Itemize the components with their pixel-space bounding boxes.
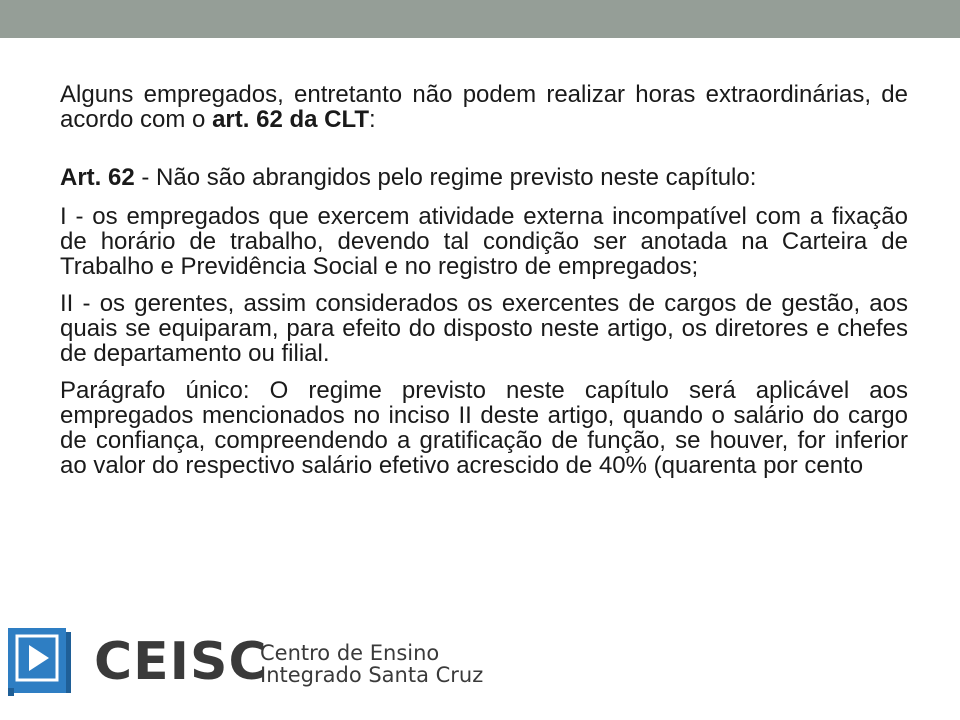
- article-sole-paragraph: Parágrafo único: O regime previsto neste capítulo será aplicável aos empregados mencionados no inciso II deste artigo, quando o salário do cargo de confiança, compreendendo a gratificação de função, se houver, for inferior ao valor do respectivo salário efetivo acrescido de 40% (quarenta por cento: [60, 377, 908, 479]
- intro-colon: :: [369, 106, 376, 133]
- article-number: Art. 62: [60, 164, 135, 191]
- top-bar: [0, 0, 960, 38]
- article-heading-text: - Não são abrangidos pelo regime previsto neste capítulo:: [134, 164, 757, 191]
- intro-reference: art. 62 da CLT: [212, 106, 370, 133]
- logo-tagline-line1: Centro de Ensino: [260, 641, 440, 665]
- logo-tagline-line2: Integrado Santa Cruz: [260, 663, 484, 687]
- intro-text: Alguns empregados, entretanto não podem realizar horas extraordinárias, de acordo com o: [60, 81, 908, 133]
- intro-paragraph: [60, 82, 908, 132]
- logo-wordmark: CEISC: [94, 632, 268, 692]
- article-item-i: I - os empregados que exercem atividade externa incompatível com a fixação de horário de trabalho, devendo tal condição ser anotada na Carteira de Trabalho e Previdência Social e no registro de empregados;: [60, 203, 908, 280]
- play-book-icon: [8, 628, 72, 696]
- logo-tagline: [260, 642, 483, 686]
- ceisc-logo: [8, 628, 488, 698]
- article-item-ii: II - os gerentes, assim considerados os exercentes de cargos de gestão, aos quais se equiparam, para efeito do disposto neste artigo, os diretores e chefes de departamento ou filial.: [60, 290, 908, 367]
- slide-content: [60, 82, 908, 490]
- article-heading: [60, 165, 908, 190]
